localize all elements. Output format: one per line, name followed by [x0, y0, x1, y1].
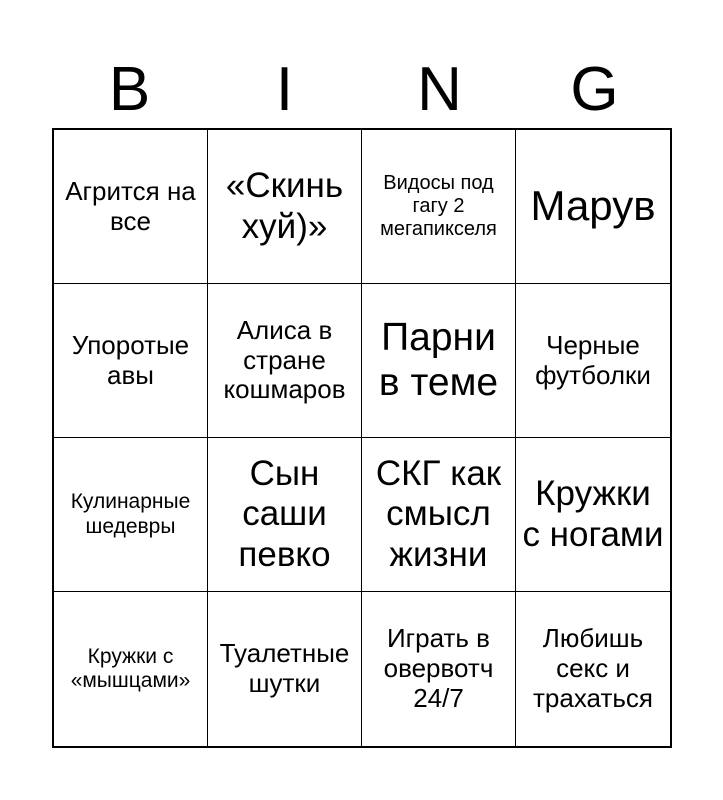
header-letter-g: G — [570, 55, 619, 124]
bingo-cell[interactable]: Кружки с ногами — [516, 438, 670, 592]
bingo-cell[interactable]: Марув — [516, 130, 670, 284]
header-letter-n: N — [417, 55, 462, 124]
header-letter-b: B — [108, 55, 151, 124]
bingo-cell[interactable]: «Скинь хуй)» — [208, 130, 362, 284]
bingo-cell[interactable]: Играть в овервотч 24/7 — [362, 592, 516, 746]
bingo-cell[interactable]: Кружки с «мышцами» — [54, 592, 208, 746]
bingo-board — [52, 128, 672, 748]
bingo-cell[interactable]: Сын саши певко — [208, 438, 362, 592]
bingo-cell[interactable]: Кулинарные шедевры — [54, 438, 208, 592]
bingo-cell[interactable]: Черные футболки — [516, 284, 670, 438]
bingo-cell[interactable]: Алиса в стране кошмаров — [208, 284, 362, 438]
bingo-cell[interactable]: Парни в теме — [362, 284, 516, 438]
bingo-header — [52, 52, 672, 128]
bingo-cell[interactable]: Любишь секс и трахаться — [533, 623, 653, 713]
header-letter-i: I — [275, 55, 294, 124]
bingo-cell[interactable]: Агрится на все — [54, 130, 208, 284]
bingo-cell[interactable]: СКГ как смысл жизни — [362, 438, 516, 592]
bingo-cell[interactable]: Видосы под гагу 2 мегапикселя — [362, 130, 516, 284]
bingo-cell[interactable]: Упоротые авы — [54, 284, 208, 438]
bingo-cell[interactable]: Туалетные шутки — [208, 592, 362, 746]
